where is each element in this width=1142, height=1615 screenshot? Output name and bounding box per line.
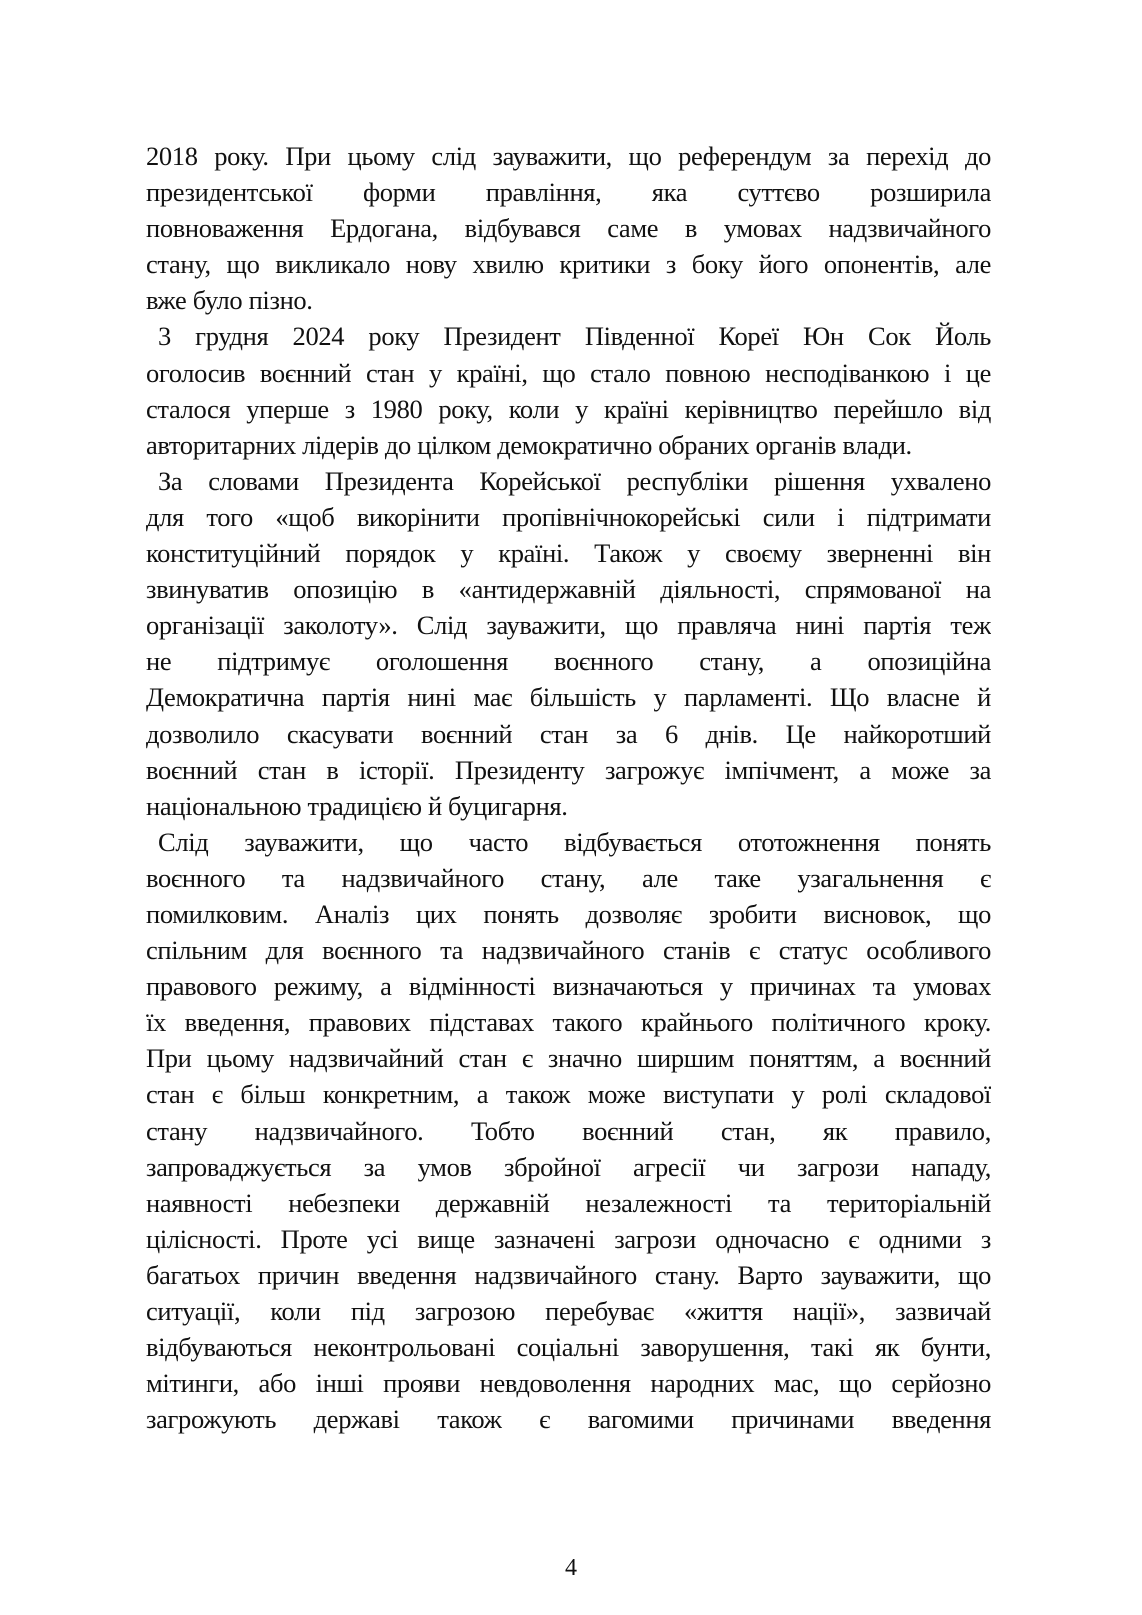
text-line: національною традицією й буцигарня. [146,790,568,821]
text-line: воєнний стан в історії. Президенту загрожує імпічмент, а може за [146,754,991,785]
paragraph-3 [146,463,991,824]
text-line: За словами Президента Корейської республіки рішення ухвалено [158,465,991,496]
paragraph-4 [146,824,991,1438]
text-line: не підтримує оголошення воєнного стану, а опозиційна [146,646,991,677]
text-line: звинуватив опозицію в «антидержавній діяльності, спрямованої на [146,574,991,605]
paragraph-2 [146,318,991,462]
text-line: помилковим. Аналіз цих понять дозволяє зробити висновок, що [146,898,991,929]
text-line: вже було пізно. [146,285,313,316]
text-line: 2018 року. При цьому слід зауважити, що референдум за перехід до [146,141,991,171]
text-line: для того «щоб викорінити пропівнічнокорейські сили і підтримати [146,501,991,532]
text-line: 3 грудня 2024 року Президент Південної Кореї Юн Сок Йоль [158,321,991,352]
text-line: відбуваються неконтрольовані соціальні заворушення, такі як бунти, [146,1332,991,1363]
text-line: стану надзвичайного. Тобто воєнний стан, як правило, [146,1115,991,1146]
text-line: воєнного та надзвичайного стану, але таке узагальнення є [146,862,991,893]
text-line: багатьох причин введення надзвичайного стану. Варто зауважити, що [146,1259,991,1290]
text-line: мітинги, або інші прояви невдоволення народних мас, що серйозно [146,1368,991,1399]
text-line: загрожують державі також є вагомими причинами введення [146,1404,991,1435]
text-line: наявності небезпеки державній незалежності та територіальній [146,1187,991,1218]
text-line: конституційний порядок у країні. Також у своєму зверненні він [146,538,991,569]
text-line: При цьому надзвичайний стан є значно ширшим поняттям, а воєнний [146,1043,991,1074]
text-line: авторитарних лідерів до цілком демократично обраних органів влади. [146,429,912,460]
text-line: їх введення, правових підставах такого крайнього політичного кроку. [146,1007,991,1038]
text-line: оголосив воєнний стан у країні, що стало повною несподіванкою і це [146,357,991,388]
text-line: стану, що викликало нову хвилю критики з боку його опонентів, але [146,249,991,280]
text-line: організації заколоту». Слід зауважити, що правляча нині партія теж [146,610,991,641]
page-number: 4 [565,1555,577,1581]
text-line: дозволило скасувати воєнний стан за 6 днів. Це найкоротший [146,718,991,749]
text-line: Демократична партія нині має більшість у парламенті. Що власне й [146,682,991,713]
text-line: цілісності. Проте усі вище зазначені загрози одночасно є одними з [146,1223,991,1254]
text-line: президентської форми правління, яка суттєво розширила [146,177,991,208]
document-page [146,138,991,1437]
text-line: правового режиму, а відмінності визначаються у причинах та умовах [146,971,991,1002]
text-line: сталося уперше з 1980 року, коли у країні керівництво перейшло від [146,393,991,424]
text-line: спільним для воєнного та надзвичайного станів є статус особливого [146,935,991,966]
text-line: повноваження Ердогана, відбувався саме в умовах надзвичайного [146,213,991,244]
text-line: стан є більш конкретним, а також може виступати у ролі складової [146,1079,991,1110]
text-line: ситуації, коли під загрозою перебуває «життя нації», зазвичай [146,1296,991,1326]
paragraph-1 [146,138,991,318]
text-line: запроваджується за умов збройної агресії чи загрози нападу, [146,1151,991,1182]
text-line: Слід зауважити, що часто відбувається ототожнення понять [158,826,991,857]
